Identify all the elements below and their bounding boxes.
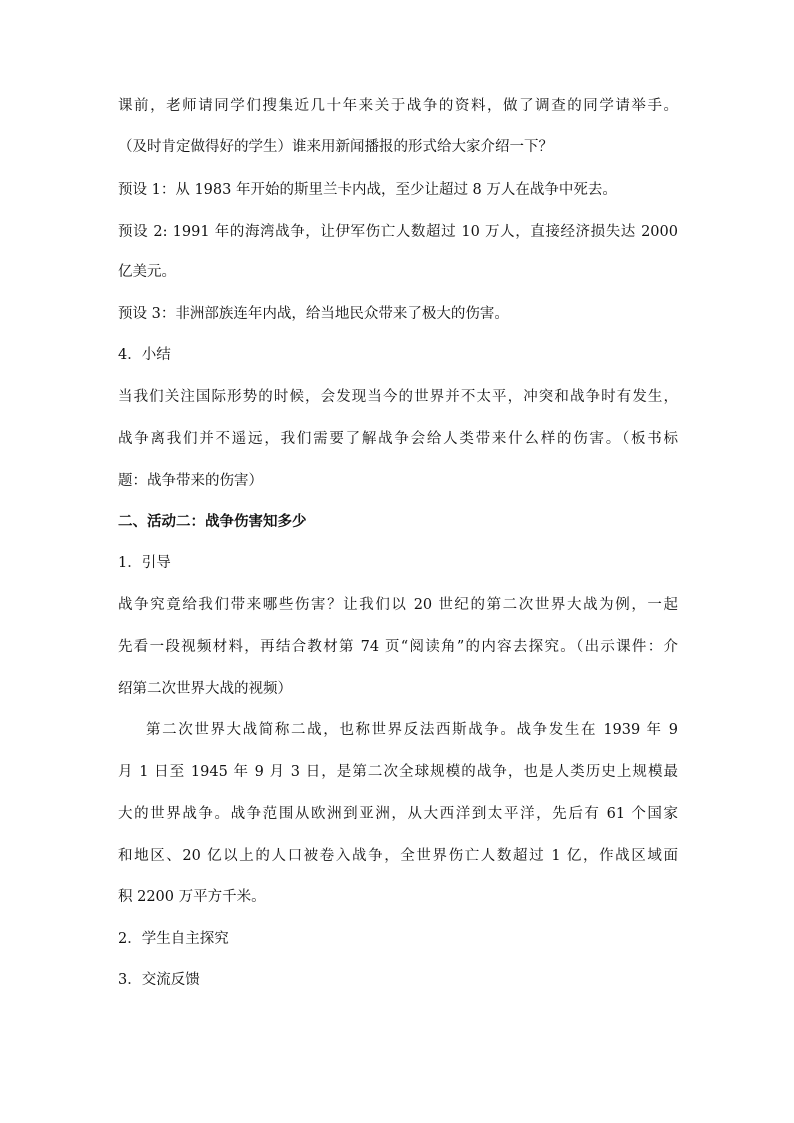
- text-line: 月 1 日至 1945 年 9 月 3 日，是第二次全球规模的战争，也是人类历史上规模最: [118, 764, 678, 780]
- text-line: 先看一段视频材料，再结合教材第 74 页“阅读角”的内容去探究。（出示课件：介: [118, 639, 678, 655]
- text-line: 亿美元。: [118, 264, 176, 280]
- section-heading: 2．学生自主探究: [118, 931, 229, 947]
- text-line: 当我们关注国际形势的时候，会发现当今的世界并不太平，冲突和战争时有发生，: [118, 389, 678, 405]
- section-heading: 4．小结: [118, 347, 171, 363]
- text-line: 第二次世界大战简称二战，也称世界反法西斯战争。战争发生在 1939 年 9: [146, 722, 678, 738]
- text-line: 预设 3：非洲部族连年内战，给当地民众带来了极大的伤害。: [118, 306, 509, 322]
- section-heading: 1．引导: [118, 555, 171, 571]
- text-line: 课前，老师请同学们搜集近几十年来关于战争的资料，做了调查的同学请举手。: [118, 98, 678, 114]
- text-line: 大的世界战争。战争范围从欧洲到亚洲，从大西洋到太平洋，先后有 61 个国家: [118, 806, 678, 822]
- text-line: 和地区、20 亿以上的人口被卷入战争，全世界伤亡人数超过 1 亿，作战区域面: [118, 848, 678, 864]
- text-line: 预设 2: 1991 年的海湾战争，让伊军伤亡人数超过 10 万人，直接经济损失达 2000: [118, 224, 678, 240]
- text-line: （及时肯定做得好的学生）谁来用新闻播报的形式给大家介绍一下？: [118, 139, 553, 155]
- text-line: 题：战争带来的伤害）: [118, 473, 263, 489]
- activity-heading: 二、活动二：战争伤害知多少: [118, 513, 307, 530]
- text-line: 战争究竟给我们带来哪些伤害？让我们以 20 世纪的第二次世界大战为例，一起: [118, 597, 678, 613]
- text-line: 战争离我们并不遥远，我们需要了解战争会给人类带来什么样的伤害。（板书标: [118, 431, 678, 447]
- section-heading: 3．交流反馈: [118, 972, 200, 988]
- text-line: 预设 1：从 1983 年开始的斯里兰卡内战，至少让超过 8 万人在战争中死去。: [118, 182, 617, 198]
- text-line: 绍第二次世界大战的视频）: [118, 681, 292, 697]
- text-line: 积 2200 万平方千米。: [118, 889, 266, 905]
